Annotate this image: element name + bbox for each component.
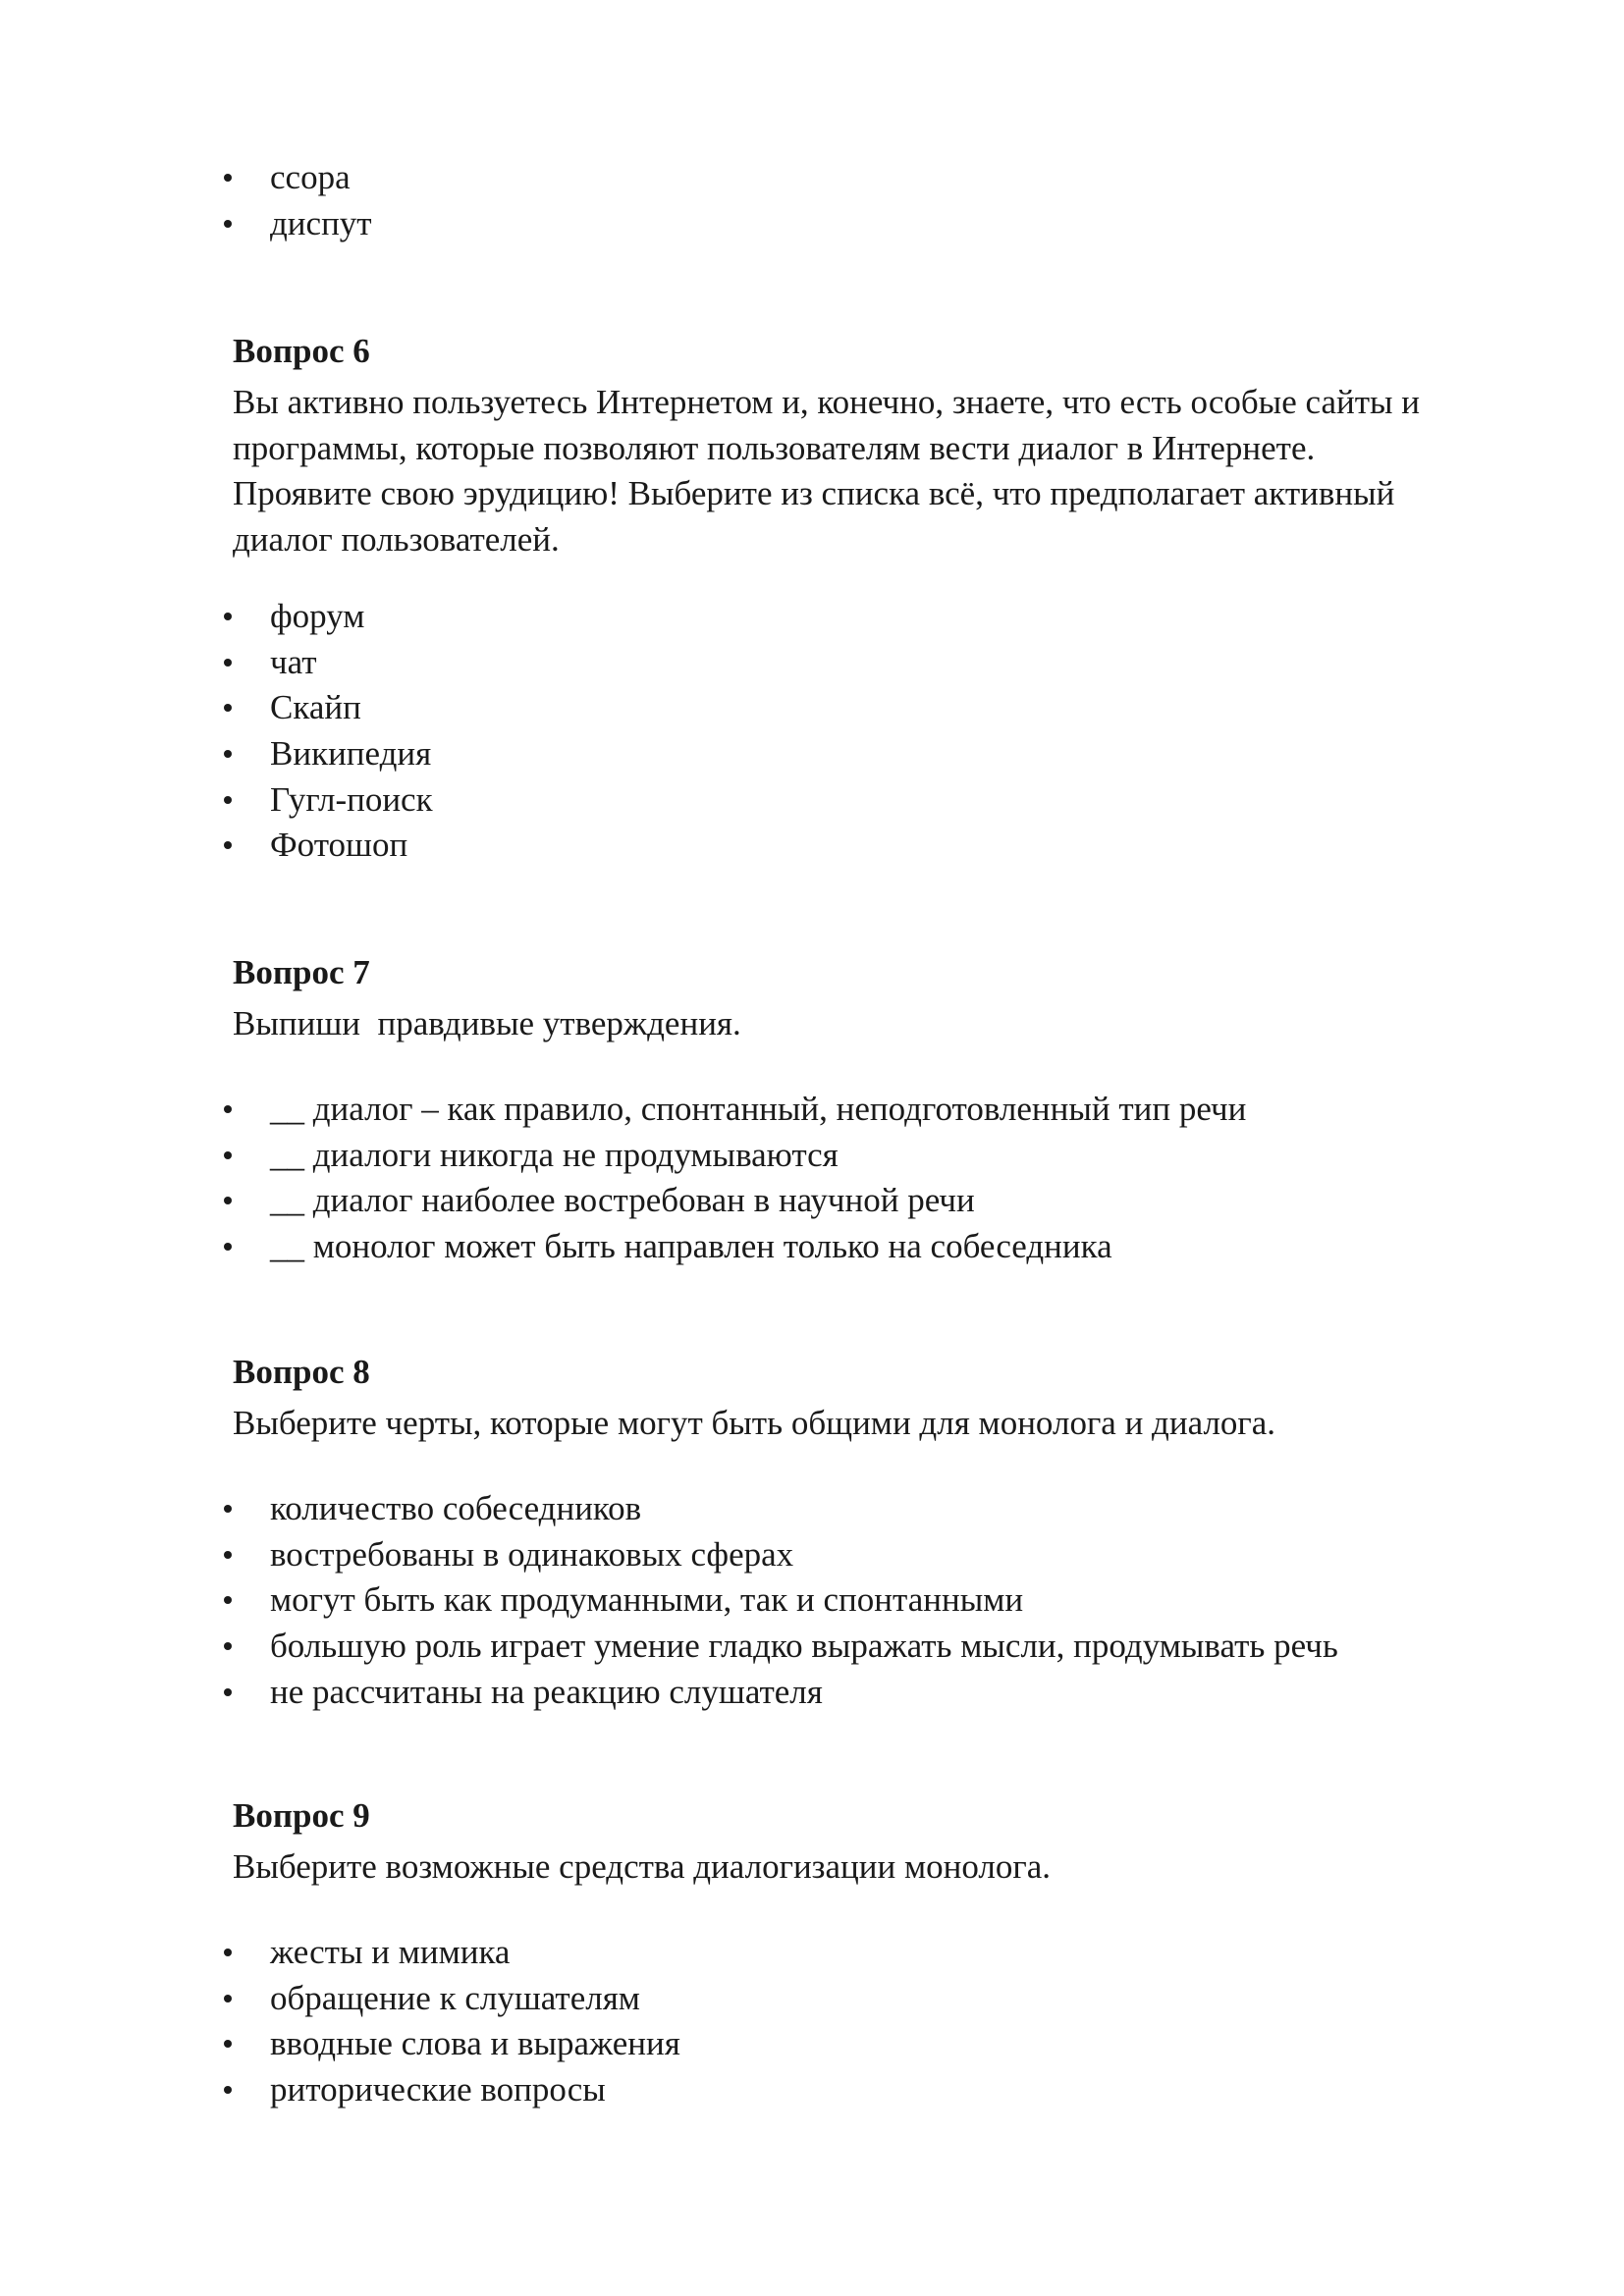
bullet-icon: [224, 704, 232, 712]
question-text: Выберите возможные средства диалогизации монолога.: [233, 1847, 1052, 1886]
question-7: [233, 950, 1509, 1047]
list-item: [233, 594, 1509, 640]
bullet-icon: [224, 1243, 232, 1251]
question-6: [233, 329, 1509, 562]
bullet-icon: [224, 1995, 232, 2002]
list-item-text: __ диалог наиболее востребован в научной речи: [270, 1181, 975, 1220]
list-item-text: могут быть как продуманными, так и спонтанными: [270, 1580, 1024, 1620]
bullet-icon: [224, 2040, 232, 2048]
list-item: [233, 1224, 1509, 1270]
bullet-icon: [224, 1151, 232, 1159]
list-item: [233, 823, 1509, 869]
list-item: [233, 1178, 1509, 1224]
question-title: Вопрос 7: [233, 953, 370, 991]
bullet-icon: [224, 1688, 232, 1696]
list-item-text: __ диалоги никогда не продумываются: [270, 1135, 839, 1174]
list-item-text: чат: [270, 642, 317, 681]
top-answer-list: [233, 155, 1509, 246]
list-item: [233, 1133, 1509, 1179]
list-item-text: диспут: [270, 203, 372, 242]
list-item-text: не рассчитаны на реакцию слушателя: [270, 1672, 823, 1711]
list-item-text: Фотошоп: [270, 826, 408, 865]
list-item-text: форум: [270, 597, 365, 635]
question-title: Вопрос 8: [233, 1353, 370, 1391]
list-item-text: Скайп: [270, 688, 361, 727]
question-text: Выпиши правдивые утверждения.: [233, 1004, 741, 1042]
list-item-text: __ диалог – как правило, спонтанный, неподготовленный тип речи: [270, 1090, 1247, 1128]
bullet-icon: [224, 750, 232, 758]
list-item-text: жесты и мимика: [270, 1933, 511, 1971]
question-7-options: [233, 1087, 1509, 1270]
question-9-options: [233, 1930, 1509, 2113]
list-item: [233, 1624, 1509, 1670]
question-text: Вы активно пользуетесь Интернетом и, конечно, знаете, что есть особые сайты и программы, которые позволяют пользователям вести диалог в Интернете. Проявите свою эрудицию! Выберите из списка всё, что предполагает активный диалог пользователей.: [233, 383, 1421, 559]
bullet-icon: [224, 659, 232, 667]
list-item: [233, 685, 1509, 731]
bullet-icon: [224, 796, 232, 804]
list-item: [233, 1930, 1509, 1976]
bullet-icon: [224, 1551, 232, 1559]
list-item-text: риторические вопросы: [270, 2070, 606, 2109]
bullet-icon: [224, 1949, 232, 1956]
question-8: [233, 1350, 1509, 1447]
list-item: [233, 1486, 1509, 1532]
question-9: [233, 1793, 1509, 1891]
list-item: [233, 2067, 1509, 2113]
question-title: Вопрос 6: [233, 332, 370, 370]
list-item-text: большую роль играет умение гладко выражать мысли, продумывать речь: [270, 1627, 1338, 1666]
bullet-icon: [224, 1505, 232, 1513]
bullet-icon: [224, 841, 232, 849]
list-item: [233, 1532, 1509, 1578]
list-item: [233, 640, 1509, 686]
list-item: [233, 1670, 1509, 1716]
list-item-text: вводные слова и выражения: [270, 2024, 680, 2063]
list-item: [233, 2021, 1509, 2067]
list-item-text: востребованы в одинаковых сферах: [270, 1534, 794, 1574]
list-item-text: обращение к слушателям: [270, 1978, 640, 2017]
list-item-text: ссора: [270, 158, 351, 196]
list-item: [233, 155, 1509, 201]
question-8-options: [233, 1486, 1509, 1715]
bullet-icon: [224, 1197, 232, 1204]
list-item: [233, 731, 1509, 777]
question-text: Выберите черты, которые могут быть общими для монолога и диалога.: [233, 1404, 1276, 1442]
list-item-text: количество собеседников: [270, 1489, 642, 1527]
bullet-icon: [224, 1642, 232, 1650]
bullet-icon: [224, 2086, 232, 2094]
list-item: [233, 1577, 1509, 1624]
bullet-icon: [224, 613, 232, 620]
list-item: [233, 201, 1509, 247]
list-item-text: Гугл-поиск: [270, 779, 433, 819]
question-6-options: [233, 594, 1509, 869]
list-item: [233, 1087, 1509, 1133]
bullet-icon: [224, 220, 232, 228]
list-item-text: __ монолог может быть направлен только на собеседника: [270, 1227, 1112, 1266]
bullet-icon: [224, 1105, 232, 1113]
bullet-icon: [224, 1596, 232, 1604]
list-item: [233, 1976, 1509, 2022]
bullet-icon: [224, 174, 232, 182]
list-item: [233, 777, 1509, 824]
list-item-text: Википедия: [270, 734, 432, 774]
question-title: Вопрос 9: [233, 1796, 370, 1835]
